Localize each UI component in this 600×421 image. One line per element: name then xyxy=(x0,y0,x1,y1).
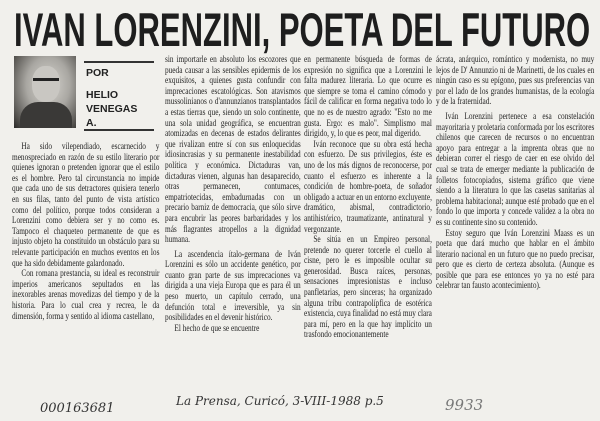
paragraph: Iván Lorenzini pertenece a esa constelación mayoritaria y proletaria conformada por los escritores chilenos que carecen de recursos o no encuentran apoyo para entregar a la imprenta obras que no debieran correr el riesgo de caer en ese olvido del cual se trata de emerger mediante la publicación de folletos fotocopiados, sistema gráfico que viene siendo a la literatura lo que las casetas sanitarias al problema habitacional; aunque esté probado que en el fondo lo que importa y concede validez a la obra no es su continente sino su contenido. xyxy=(436,111,595,228)
byline-name-1: HELIO xyxy=(86,89,119,101)
paragraph: Iván reconoce que su obra está hecha con esfuerzo. De sus privilegios, éste es uno de los más dignos de reconocerse, por cuanto el esfuerzo es inherente a la condición de hombre-poeta, de soñador obligado a actuar en un entorno excluyente, dramático, abismal, contradictorio, antihistórico, traumatizante, antinatural y vergonzante. xyxy=(304,139,432,235)
paragraph: ácrata, anárquico, romántico y modernista, no muy lejos de D' Annunzio ni de Marinetti, de los cuales en ningún caso es su epígono, pues sus preferencias van por el lado de los grandes humanistas, de la ecología y de la fraternidad. xyxy=(436,55,595,108)
article-column-4 xyxy=(436,55,594,292)
handwritten-source-note: La Prensa, Curicó, 3-VIII-1988 p.5 xyxy=(176,394,384,408)
paragraph: Con romana prestancia, su ideal es reconstruir imperios americanos sepultados en las inexorables arenas movedizas del tiempo y de la historia. Para lo cual crea y recrea, le da dimensión, forma y sentido al idioma castellano, xyxy=(12,269,160,322)
handwritten-catalog-number: 000163681 xyxy=(40,401,115,416)
paragraph: sin importarle en absoluto los escozores que pueda causar a las sensibles epidermis de los exquisitos, a quienes gusta confundir con imprecaciones escatológicas. Son atavismos mussolinianos o d'annunzianos transplantados a estas tierras que, siendo un solo continente, una sola unidad geográfica, se encuentran atomizadas en decenas de estados delirantes que rivalizan entre sí con sus enloquecidas idiosincrasias y su permanente inestabilidad política y económica. Dictaduras van, dictaduras vienen, algunas han desaparecido, otras permanecen, contumaces, empatriotecidas, embadurnadas con un precario barniz de democracia, que sólo sirve para encubrir las peores barbaridades y los más flagrantes atropellos a la dignidad humana. xyxy=(165,55,301,246)
paragraph: Se sitúa en un Empireo personal, pretende no querer torcerle el cuello al cisne, pero le es imposible ocultar su generosidad. Busca raíces, personas, sensaciones impresionistas e incluso panfletarias, pero sinceras; ha organizado alguna tribu contrapolípfica de esotérica existencia, cuya finalidad no está muy clara para mí, pero en la que hay implícito un trasfondo emocionantemente xyxy=(304,235,432,341)
handwritten-ref-number: 9933 xyxy=(445,396,484,414)
byline-name-2: VENEGAS xyxy=(86,103,138,115)
paragraph: en permanente búsqueda de formas de expresión no significa que a Lorenzini le falta madurez literaria. Lo que ocurre es que siempre se toma el camino cómodo y fácil de calificar en forma negativa todo lo que no es de nuestro agrado: "Esto no me gusta. Ergo: es malo". Simplismo mal dirigido, y, lo que es peor, mal digerido. xyxy=(304,55,432,140)
byline-name-3: A. xyxy=(86,117,97,129)
author-photo xyxy=(14,56,76,128)
article-column-3 xyxy=(304,55,432,341)
byline-por: POR xyxy=(86,67,109,79)
headline: IVAN LORENZINI, POETA DEL FUTURO xyxy=(14,3,591,56)
paragraph: La ascendencia ítalo-germana de Iván Lorenzini es sólo un accidente genético, por cuanto gran parte de sus imprecaciones va dirigida a una vieja Europa que es para él un peso muerto, un capítulo cerrado, una defunción total e irreversible, ya sin posibilidades en el devenir histórico. xyxy=(165,249,301,324)
article-column-1 xyxy=(12,142,159,322)
paragraph: Ha sido vilependiado, escarnecido y menospreciado en razón de su estilo literario por quienes ignoran o pretenden ignorar que el estilo es el hombre. Pero tal circunstancia no impide que cada uno de sus detractores quisiera tenerlo en sus filas, tanto del punto de vista artístico como del político, porque todos consideran a Lorenzini como debiera ser y no como es. Tampoco el chaqueteo permanente de que es injusto objeto ha constituido un obstáculo para su relevante participación en muchos eventos en los que ha sido debidamente galardonado. xyxy=(12,142,160,269)
byline-rule-top xyxy=(84,61,154,63)
paragraph: Estoy seguro que Iván Lorenzini Maass es un poeta que dará mucho que hablar en el ámbito literario nacional en un futuro que no puedo precisar, pero que es cierto de certeza absoluta. (Aunque es posible que para ese entonces yo ya no esté para celebrar tan fausto acontecimiento). xyxy=(436,228,595,292)
paragraph: El hecho de que se encuentre xyxy=(174,323,260,334)
article-column-2 xyxy=(165,55,301,334)
byline-rule-bottom xyxy=(84,129,154,131)
